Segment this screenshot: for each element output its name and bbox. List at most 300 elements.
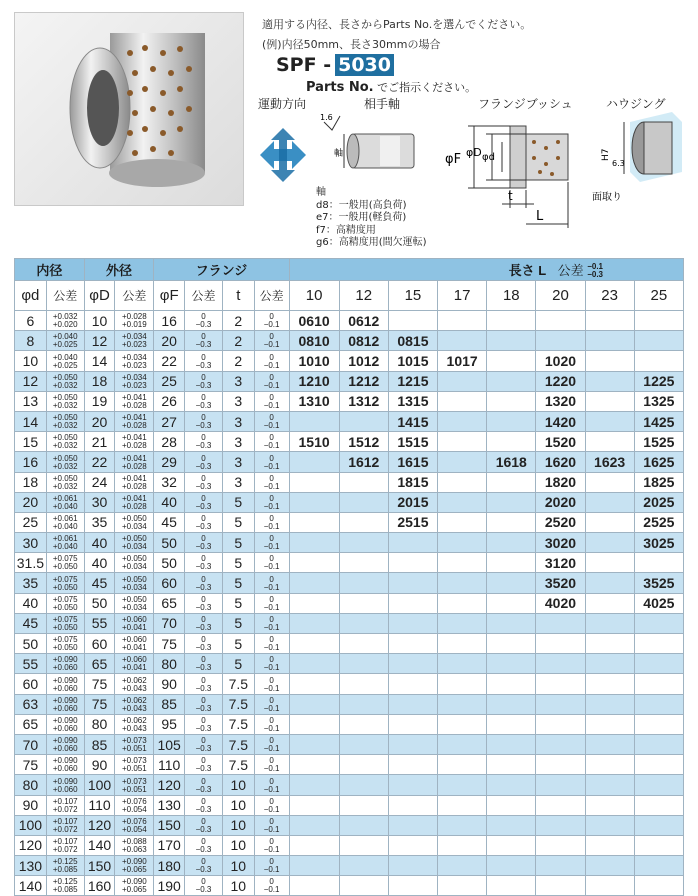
part-number-cell: 1615 [388,452,437,472]
housing-heading: ハウジング [606,97,666,111]
part-number-cell [487,815,536,835]
part-number-cell [438,734,487,754]
part-number-cell [536,654,585,674]
t-label: t [508,189,513,203]
outer-diameter: 40 [84,553,115,573]
part-number-cell [339,512,388,532]
part-number-cell [438,674,487,694]
part-number-cell: 1520 [536,432,585,452]
col-D-tol: 公差 [115,281,154,311]
part-number-cell [585,856,634,876]
part-number-cell [339,775,388,795]
col-F: φF [154,281,185,311]
part-number-cell [585,492,634,512]
inner-diameter: 130 [15,856,47,876]
parts-suffix: でご指示ください。 [377,81,477,94]
inner-diameter: 20 [15,492,47,512]
inner-tolerance: +0.050 +0.032 [46,371,84,391]
outer-diameter: 75 [84,674,115,694]
outer-diameter: 20 [84,411,115,431]
part-number-cell [634,835,683,855]
part-number-cell [438,775,487,795]
table-row [15,654,684,674]
inner-diameter: 50 [15,634,47,654]
part-number-cell [487,835,536,855]
flange-diameter: 190 [154,876,185,896]
outer-tolerance: +0.073 +0.051 [115,734,154,754]
inner-diameter: 100 [15,815,47,835]
inner-diameter: 60 [15,674,47,694]
inner-tolerance: +0.090 +0.060 [46,694,84,714]
flange-tolerance: 0 −0.3 [185,694,223,714]
flange-header: フランジ [154,259,289,281]
part-number-cell [438,856,487,876]
part-number-cell [438,573,487,593]
part-number-cell [289,512,339,532]
table-row [15,714,684,734]
part-number-cell [289,714,339,734]
part-number-cell [438,634,487,654]
shaft-axis-label: 軸 [334,149,344,159]
inner-diameter: 12 [15,371,47,391]
part-number-cell: 3120 [536,553,585,573]
part-number-cell [339,795,388,815]
inner-tolerance: +0.050 +0.032 [46,411,84,431]
outer-diameter: 100 [84,775,115,795]
flange-diameter: 80 [154,654,185,674]
part-number-cell [634,775,683,795]
part-number-cell [487,533,536,553]
part-number-cell [634,553,683,573]
flange-thickness: 7.5 [222,694,254,714]
H7-label: H7 [601,148,611,161]
housing-drawing [592,112,682,203]
part-number-cell: 1015 [388,351,437,371]
part-number-cell [536,856,585,876]
flange-thickness: 10 [222,856,254,876]
part-number-cell: 1012 [339,351,388,371]
part-number-cell [438,452,487,472]
flange-thickness: 5 [222,613,254,633]
part-number-cell [289,634,339,654]
table-row [15,452,684,472]
part-number-cell: 0612 [339,311,388,331]
flange-tolerance: 0 −0.3 [185,553,223,573]
outer-tolerance: +0.073 +0.051 [115,775,154,795]
length-tol: −0.1 −0.3 [587,262,603,280]
flange-thickness: 10 [222,835,254,855]
inner-tolerance: +0.050 +0.032 [46,391,84,411]
part-number-cell [634,714,683,734]
inner-tolerance: +0.061 +0.040 [46,533,84,553]
flange-diameter: 110 [154,755,185,775]
part-number-cell [438,755,487,775]
part-number-cell [487,371,536,391]
thickness-tolerance: 0 −0.1 [254,573,289,593]
flange-diameter: 60 [154,573,185,593]
shaft-grade-title: 軸 [316,187,326,198]
outer-diameter: 19 [84,391,115,411]
part-number-cell [634,734,683,754]
part-number-cell: 1612 [339,452,388,472]
part-number-cell [536,795,585,815]
flange-diameter: 70 [154,613,185,633]
flange-diameter: 180 [154,856,185,876]
flange-thickness: 10 [222,795,254,815]
part-number-cell [634,876,683,896]
outer-diameter: 40 [84,533,115,553]
thickness-tolerance: 0 −0.1 [254,835,289,855]
outer-diameter: 80 [84,714,115,734]
part-number-cell [585,876,634,896]
part-number-cell [289,472,339,492]
flange-tolerance: 0 −0.3 [185,472,223,492]
part-number-cell [438,714,487,734]
inner-tolerance: +0.107 +0.072 [46,815,84,835]
table-row [15,331,684,351]
part-number-cell [585,593,634,613]
part-number-cell [487,674,536,694]
part-number-cell [536,755,585,775]
col-F-tol: 公差 [185,281,223,311]
part-number-cell [388,553,437,573]
outer-diameter: 22 [84,452,115,472]
part-number-cell: 1525 [634,432,683,452]
inner-tolerance: +0.090 +0.060 [46,775,84,795]
flange-diameter: 75 [154,634,185,654]
part-number-cell [585,775,634,795]
table-row [15,795,684,815]
part-number-cell [487,432,536,452]
outer-diameter: 10 [84,311,115,331]
table-row [15,472,684,492]
flange-bush-drawing [445,126,568,228]
part-number-cell [339,815,388,835]
chamfer-label: 面取り [592,192,622,203]
inner-tolerance: +0.075 +0.050 [46,613,84,633]
inner-tolerance: +0.075 +0.050 [46,593,84,613]
part-number-cell [487,553,536,573]
part-number-cell [339,553,388,573]
table-row [15,391,684,411]
outer-tolerance: +0.073 +0.051 [115,755,154,775]
part-number-cell [339,856,388,876]
flange-thickness: 7.5 [222,734,254,754]
part-number-cell [585,391,634,411]
inner-diameter: 40 [15,593,47,613]
part-number-cell [536,775,585,795]
part-number-cell: 3525 [634,573,683,593]
part-number-cell [487,512,536,532]
outer-tolerance: +0.062 +0.043 [115,674,154,694]
table-row [15,775,684,795]
flange-tolerance: 0 −0.3 [185,815,223,835]
parts-label: Parts No. [306,80,374,95]
outer-tolerance: +0.060 +0.041 [115,613,154,633]
thickness-tolerance: 0 −0.1 [254,795,289,815]
part-number-cell: 1220 [536,371,585,391]
part-number-cell [289,694,339,714]
part-number-cell [388,634,437,654]
part-number-cell: 3025 [634,533,683,553]
col-d: φd [15,281,47,311]
flange-thickness: 7.5 [222,714,254,734]
flange-thickness: 3 [222,452,254,472]
outer-tolerance: +0.060 +0.041 [115,634,154,654]
outer-tolerance: +0.090 +0.065 [115,876,154,896]
flange-tolerance: 0 −0.3 [185,654,223,674]
part-number-cell [339,674,388,694]
outer-diameter: 21 [84,432,115,452]
part-number-cell: 2015 [388,492,437,512]
inner-tolerance: +0.050 +0.032 [46,432,84,452]
part-number-cell [536,835,585,855]
inner-tolerance: +0.061 +0.040 [46,492,84,512]
col-length-15: 15 [388,281,437,311]
part-number-cell: 0610 [289,311,339,331]
part-number-cell: 0812 [339,331,388,351]
part-number-cell: 1215 [388,371,437,391]
part-number-cell [438,432,487,452]
outer-diameter: 35 [84,512,115,532]
flange-tolerance: 0 −0.3 [185,613,223,633]
part-number-cell [438,593,487,613]
inner-diameter: 31.5 [15,553,47,573]
part-number-cell [438,835,487,855]
part-number-cell: 1625 [634,452,683,472]
flange-diameter: 16 [154,311,185,331]
outer-tolerance: +0.062 +0.043 [115,714,154,734]
flange-thickness: 7.5 [222,674,254,694]
part-number-cell [388,694,437,714]
part-number-cell [438,694,487,714]
inner-diameter: 15 [15,432,47,452]
inner-tolerance: +0.075 +0.050 [46,573,84,593]
inner-tolerance: +0.050 +0.032 [46,452,84,472]
part-number-cell [585,472,634,492]
inner-tolerance: +0.040 +0.025 [46,351,84,371]
part-number-cell [487,391,536,411]
thickness-tolerance: 0 −0.1 [254,351,289,371]
flange-thickness: 7.5 [222,755,254,775]
part-number-cell [536,694,585,714]
thickness-tolerance: 0 −0.1 [254,634,289,654]
flange-tolerance: 0 −0.3 [185,573,223,593]
thickness-tolerance: 0 −0.1 [254,391,289,411]
part-number-cell [487,573,536,593]
part-number-cell [388,654,437,674]
part-number-cell [536,876,585,896]
outer-tolerance: +0.041 +0.028 [115,432,154,452]
outer-tolerance: +0.041 +0.028 [115,391,154,411]
inner-tolerance: +0.107 +0.072 [46,835,84,855]
part-number-cell [585,351,634,371]
part-number-cell: 1310 [289,391,339,411]
flange-diameter: 105 [154,734,185,754]
part-number-cell [438,411,487,431]
part-number-cell [487,634,536,654]
col-t: t [222,281,254,311]
flange-diameter: 25 [154,371,185,391]
flange-tolerance: 0 −0.3 [185,734,223,754]
col-length-12: 12 [339,281,388,311]
outer-tolerance: +0.041 +0.028 [115,411,154,431]
outer-diameter: 140 [84,835,115,855]
size-table [14,258,684,896]
table-row [15,856,684,876]
part-number-cell [487,613,536,633]
inner-diameter: 25 [15,512,47,532]
part-number-cell: 1010 [289,351,339,371]
code-number: 5030 [335,54,394,76]
roughness-label: 1.6 [320,113,333,122]
part-number-cell [438,512,487,532]
part-number-cell: 1420 [536,411,585,431]
part-number-cell: 1820 [536,472,585,492]
flange-thickness: 2 [222,331,254,351]
outer-tolerance: +0.041 +0.028 [115,452,154,472]
part-number-cell [585,533,634,553]
outer-diameter: 120 [84,815,115,835]
outer-tolerance: +0.076 +0.054 [115,795,154,815]
part-number-cell [634,815,683,835]
part-number-cell [289,411,339,431]
part-number-cell [536,714,585,734]
part-number-cell [487,311,536,331]
flange-tolerance: 0 −0.3 [185,512,223,532]
motion-arrows-icon [260,128,306,182]
part-number-cell: 4025 [634,593,683,613]
inner-diameter: 14 [15,411,47,431]
outer-tolerance: +0.050 +0.034 [115,573,154,593]
part-number-cell: 2515 [388,512,437,532]
part-number-cell [339,876,388,896]
flange-thickness: 5 [222,573,254,593]
outer-diameter: 60 [84,634,115,654]
table-row [15,351,684,371]
flange-diameter: 150 [154,815,185,835]
part-number-cell [339,472,388,492]
inner-tolerance: +0.090 +0.060 [46,755,84,775]
flange-tolerance: 0 −0.3 [185,492,223,512]
flange-diameter: 29 [154,452,185,472]
flange-tolerance: 0 −0.3 [185,311,223,331]
table-row [15,593,684,613]
outer-diameter: 30 [84,492,115,512]
part-number-cell [339,613,388,633]
part-number-cell [289,856,339,876]
flange-diameter: 22 [154,351,185,371]
part-number-cell [438,654,487,674]
length-header [289,259,684,281]
outer-diameter: 24 [84,472,115,492]
outer-diameter: 65 [84,654,115,674]
part-number-cell [487,755,536,775]
col-length-10: 10 [289,281,339,311]
table-row [15,432,684,452]
outer-tolerance: +0.050 +0.034 [115,533,154,553]
inner-diameter: 140 [15,876,47,896]
inner-tolerance: +0.090 +0.060 [46,734,84,754]
flange-tolerance: 0 −0.3 [185,775,223,795]
flange-diameter: 130 [154,795,185,815]
inner-header: 内径 [15,259,85,281]
flange-thickness: 5 [222,533,254,553]
part-number-cell [388,795,437,815]
thickness-tolerance: 0 −0.1 [254,411,289,431]
thickness-tolerance: 0 −0.1 [254,553,289,573]
col-D: φD [84,281,115,311]
outer-tolerance: +0.028 +0.019 [115,311,154,331]
outer-diameter: 18 [84,371,115,391]
part-number-cell [438,613,487,633]
outer-tolerance: +0.034 +0.023 [115,371,154,391]
part-number-cell [487,734,536,754]
flange-tolerance: 0 −0.3 [185,351,223,371]
part-number-cell: 2520 [536,512,585,532]
part-number-cell [438,815,487,835]
part-number-cell [585,553,634,573]
part-number-cell [438,371,487,391]
thickness-tolerance: 0 −0.1 [254,856,289,876]
part-number-cell [487,654,536,674]
outer-tolerance: +0.062 +0.043 [115,694,154,714]
bush-heading: フランジブッシュ [478,97,573,111]
outer-diameter: 75 [84,694,115,714]
shaft-grade-3: g6：高精度用(間欠運転) [316,237,427,248]
length-title: 長さ L [508,262,546,278]
inner-diameter: 45 [15,613,47,633]
part-number-cell: 1825 [634,472,683,492]
table-row [15,492,684,512]
part-number-cell [289,492,339,512]
thickness-tolerance: 0 −0.1 [254,714,289,734]
inner-tolerance: +0.075 +0.050 [46,634,84,654]
part-number-cell: 1210 [289,371,339,391]
flange-diameter: 45 [154,512,185,532]
part-number-cell [388,714,437,734]
thickness-tolerance: 0 −0.1 [254,512,289,532]
thickness-tolerance: 0 −0.1 [254,815,289,835]
inner-tolerance: +0.090 +0.060 [46,654,84,674]
inner-diameter: 30 [15,533,47,553]
part-number-cell [487,331,536,351]
outer-tolerance: +0.034 +0.023 [115,331,154,351]
inner-tolerance: +0.032 +0.020 [46,311,84,331]
part-number-cell [487,795,536,815]
outer-tolerance: +0.034 +0.023 [115,351,154,371]
part-number-cell [289,593,339,613]
part-number-cell [585,371,634,391]
part-number-cell [388,674,437,694]
table-row [15,613,684,633]
shaft-grade-1: e7：一般用(軽負荷) [316,212,407,223]
part-number-cell [585,331,634,351]
flange-diameter: 90 [154,674,185,694]
part-number-cell [289,795,339,815]
part-number-cell [585,795,634,815]
flange-tolerance: 0 −0.3 [185,331,223,351]
part-number-cell [388,613,437,633]
flange-thickness: 3 [222,432,254,452]
inner-diameter: 55 [15,654,47,674]
part-number-cell [487,351,536,371]
part-number-cell: 1620 [536,452,585,472]
part-number-cell [289,835,339,855]
flange-diameter: 50 [154,533,185,553]
flange-tolerance: 0 −0.3 [185,835,223,855]
thickness-tolerance: 0 −0.1 [254,331,289,351]
